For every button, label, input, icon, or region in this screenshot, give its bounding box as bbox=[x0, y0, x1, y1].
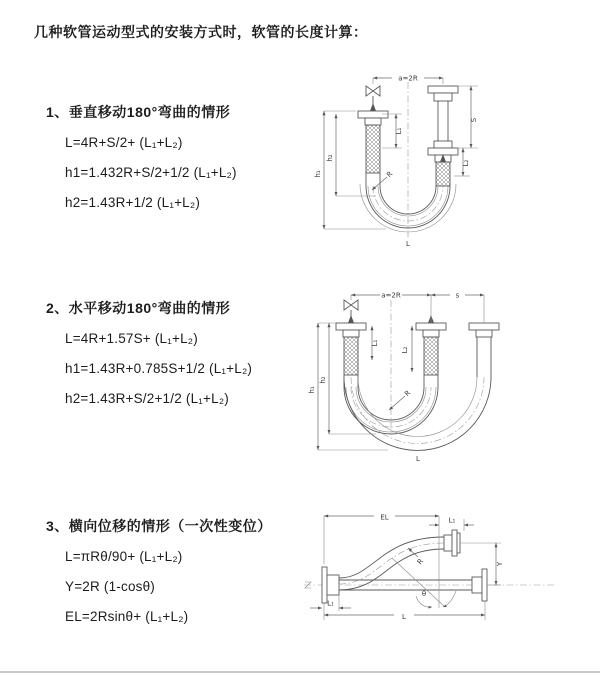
d1-label-r: R bbox=[385, 169, 395, 180]
d2-dimensions bbox=[308, 292, 484, 464]
diagram-lateral-displacement bbox=[296, 498, 600, 660]
section-3-formula-L: L=πRθ/90+ (L₁+L₂) bbox=[65, 549, 183, 564]
diagram-2-drawing bbox=[306, 280, 600, 472]
section-2-heading: 2、水平移动180°弯曲的情形 bbox=[46, 300, 231, 316]
section-horizontal-move bbox=[46, 298, 252, 421]
d1-centerlines bbox=[373, 82, 443, 238]
section-1-formula-h1: h1=1.432R+S/2+1/2 (L₁+L₂) bbox=[65, 165, 237, 180]
section-3-heading: 3、横向位移的情形（一次性变位） bbox=[46, 518, 272, 534]
section-3-formula-Y: Y=2R (1-cosθ) bbox=[65, 579, 156, 594]
d2-dim-h2: h₂ bbox=[319, 376, 327, 384]
section-2-formula-h1: h1=1.43R+0.785S+1/2 (L₁+L₂) bbox=[65, 361, 253, 376]
d2-left-end-fitting bbox=[336, 315, 366, 387]
section-3-formula-EL: EL=2Rsinθ+ (L₁+L₂) bbox=[65, 609, 189, 624]
page-title: 几种软管运动型式的安装方式时，软管的长度计算： bbox=[34, 24, 368, 40]
d3-centerline bbox=[304, 582, 554, 588]
d3-dim-l1-left: L₁ bbox=[327, 599, 334, 608]
d2-label-r: R bbox=[403, 388, 413, 399]
d2-dim-l1: L₁ bbox=[371, 339, 379, 347]
d3-dim-l1-top: L₁ bbox=[448, 516, 456, 525]
d1-dim-h2: h₂ bbox=[326, 154, 334, 162]
d2-label-l: L bbox=[416, 455, 420, 463]
diagram-vertical-180-bend bbox=[308, 66, 593, 258]
d3-dimensions bbox=[310, 514, 504, 622]
d3-construction-lines bbox=[392, 516, 456, 608]
d2-right-end-fitting bbox=[469, 323, 499, 377]
diagram-horizontal-180-bend bbox=[306, 280, 600, 472]
section-vertical-move bbox=[46, 102, 237, 225]
d2-hose-u-bends bbox=[344, 377, 491, 450]
d3-s-curve-hose bbox=[339, 537, 444, 590]
section-2-formula-h2: h2=1.43R+S/2+1/2 (L₁+L₂) bbox=[65, 391, 229, 406]
d1-right-end-fitting bbox=[428, 86, 458, 186]
page-bottom-edge bbox=[0, 671, 600, 673]
d3-right-flange bbox=[472, 569, 487, 601]
d1-dim-s: S bbox=[470, 117, 478, 123]
d1-dim-l1: L₁ bbox=[395, 127, 403, 135]
d1-dim-a2r: a=2R bbox=[398, 74, 418, 83]
d2-dim-l2: L₂ bbox=[401, 346, 409, 354]
d1-label-l: L bbox=[406, 240, 410, 248]
section-1-heading: 1、垂直移动180°弯曲的情形 bbox=[46, 104, 231, 120]
d2-dim-h1: h₁ bbox=[308, 386, 316, 394]
d3-upper-flange bbox=[444, 530, 460, 556]
d2-dim-a2r: a=2R bbox=[381, 291, 401, 300]
d3-label-theta: θ bbox=[421, 590, 427, 598]
section-2-formula-L: L=4R+1.57S+ (L₁+L₂) bbox=[65, 331, 198, 346]
diagram-1-drawing bbox=[308, 66, 593, 258]
section-1-formula-h2: h2=1.43R+1/2 (L₁+L₂) bbox=[65, 195, 201, 210]
d1-dim-h1: h₁ bbox=[314, 170, 322, 178]
section-lateral-displacement bbox=[46, 516, 272, 639]
section-1-formula-L: L=4R+S/2+ (L₁+L₂) bbox=[65, 135, 183, 150]
d1-left-end-fitting bbox=[358, 103, 388, 186]
diagram-3-drawing bbox=[296, 498, 600, 660]
d3-label-r: R bbox=[415, 557, 426, 567]
d3-left-flange bbox=[322, 567, 339, 603]
d2-centerlines bbox=[351, 300, 484, 444]
d2-center-end-fitting bbox=[416, 315, 446, 387]
d1-dimensions bbox=[314, 75, 478, 249]
d3-dim-y: Y bbox=[496, 561, 504, 567]
d3-dim-l: L bbox=[402, 613, 406, 621]
d2-dim-s: s bbox=[455, 291, 460, 300]
d3-dim-el: EL bbox=[380, 513, 389, 522]
d1-dim-l2: L₂ bbox=[462, 159, 470, 167]
